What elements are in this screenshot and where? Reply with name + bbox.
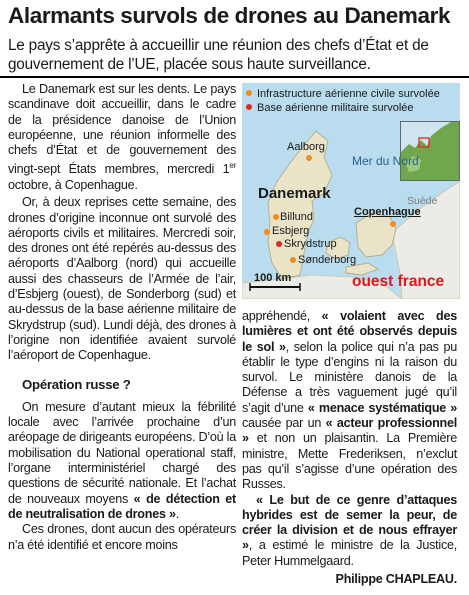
legend-item-civil: [246, 87, 440, 101]
paragraph-drones: Or, à deux reprises cette semaine, des drones d’origine inconnue ont survolé des aéroports civils et militaires. Mercredi soir, des drones ont été repérés au-dessus des aéroports d’Aalborg (nord) qui accueille aussi des chasseurs de l’Armée de l’air, d’Esbjerg (ouest), de Sonderborg (sud) et au-dessus de la base aérienne militaire de Skrydstrup (sud). Lundi déjà, des drones à l’origine non identifiée avaient survolé l’aéroport de Copenhague.: [8, 195, 236, 363]
divider-rule: [0, 76, 469, 78]
quote-bold: « acteur professionnel »: [242, 416, 458, 446]
military-marker-icon: [246, 104, 252, 110]
capital-label: Copenhague: [354, 206, 421, 218]
city-label-billund: Billund: [280, 211, 314, 223]
quote-bold: « menace systématique »: [307, 400, 458, 415]
ouest-france-watermark: ouest france: [352, 273, 445, 290]
paragraph-operators: Ces drones, dont aucun des opérateurs n’a été identifié et encore moins: [8, 522, 236, 552]
text-run: , selon la police qui n’a pas pu établir le type d’engins ni la raison du survol. Le ministère danois de la Défense a très vaguement jugé qu’il s’agit d’une: [242, 339, 457, 415]
headline: Alarmants survols de drones au Danemark: [8, 3, 451, 28]
article-left-column: [8, 82, 236, 553]
scale-label: 100 km: [254, 272, 292, 284]
article-right-column: [242, 309, 457, 587]
map-legend: [246, 87, 440, 115]
subheading: Opération russe ?: [22, 376, 131, 392]
aalborg-marker: [306, 155, 312, 161]
text-run: .: [175, 506, 179, 521]
legend-item-military: [246, 101, 440, 115]
legend-label-civil: Infrastructure aérienne civile survolée: [257, 88, 440, 100]
quote-bold: « de détection et de neutralisation de drones »: [8, 491, 236, 521]
inset-shapes: [401, 122, 459, 180]
sweden-label: Suède: [407, 195, 438, 207]
text-run: causée par un: [242, 416, 326, 431]
legend-label-military: Base aérienne militaire survolée: [257, 102, 414, 114]
city-label-esbjerg: Esbjerg: [272, 225, 310, 237]
denmark-map: [242, 83, 460, 299]
ordinal-suffix: er: [229, 161, 236, 171]
byline-signature: Philippe CHAPLEAU.: [335, 572, 457, 587]
sea-name: Mer du Nord: [352, 154, 419, 168]
sea-label: [352, 155, 419, 168]
text-run: appréhendé,: [242, 309, 322, 323]
billund-marker: [273, 214, 279, 220]
text-run: et non un plaisantin. La Première ministre, Mette Frederiksen, n’exclut pas qu’il s’agisse d’une opération des Russes.: [242, 431, 457, 492]
civil-marker-icon: [246, 90, 252, 96]
standfirst: Le pays s’apprête à accueillir une réunion des chefs d’État et de gouvernement de l’UE, placée sous haute surveillance.: [8, 37, 429, 73]
sonderborg-marker: [290, 257, 296, 263]
text-run: , a estimé le ministre de la Justice, Peter Hummelgaard.: [242, 538, 457, 568]
skrydstrup-marker: [276, 241, 282, 247]
quote-bold: « volaient avec des lumières et ont été observés depuis le sol »: [242, 309, 457, 354]
esbjerg-marker: [264, 229, 270, 235]
quote-bold: « Le but de ce genre d’attaques hybrides est de semer la peur, de créer la division et de nous effrayer »: [242, 492, 457, 553]
paragraph-minister-quote: [242, 493, 457, 569]
city-label-skrydstrup: Skrydstrup: [284, 238, 337, 250]
city-label-sonderborg: Sønderborg: [298, 254, 357, 266]
paragraph-mobilisation: [8, 400, 236, 522]
country-label: Danemark: [258, 185, 331, 202]
text-run: On mesure d’autant mieux la fébrilité locale avec l’arrivée prochaine d’un aréopage de dirigeants européens. D’où la mobilisation du National operational staff, l’organe interministériel chargé des questions de sécurité nationale. Et l’achat de nouveaux moyens: [8, 399, 236, 506]
paragraph-intro: Le Danemark est sur les dents. Le pays scandinave doit accueillir, dans le cadre de la présidence danoise de l’Union européenne, une réunion informelle des chefs d’État et de gouvernement des vingt-sept États membres, mercredi 1er octobre, à Copenhague.: [8, 82, 236, 192]
europe-inset-map: [400, 121, 460, 181]
copenhagen-marker: [390, 221, 396, 227]
paragraph-police: [242, 309, 457, 493]
city-label-aalborg: Aalborg: [287, 141, 325, 153]
